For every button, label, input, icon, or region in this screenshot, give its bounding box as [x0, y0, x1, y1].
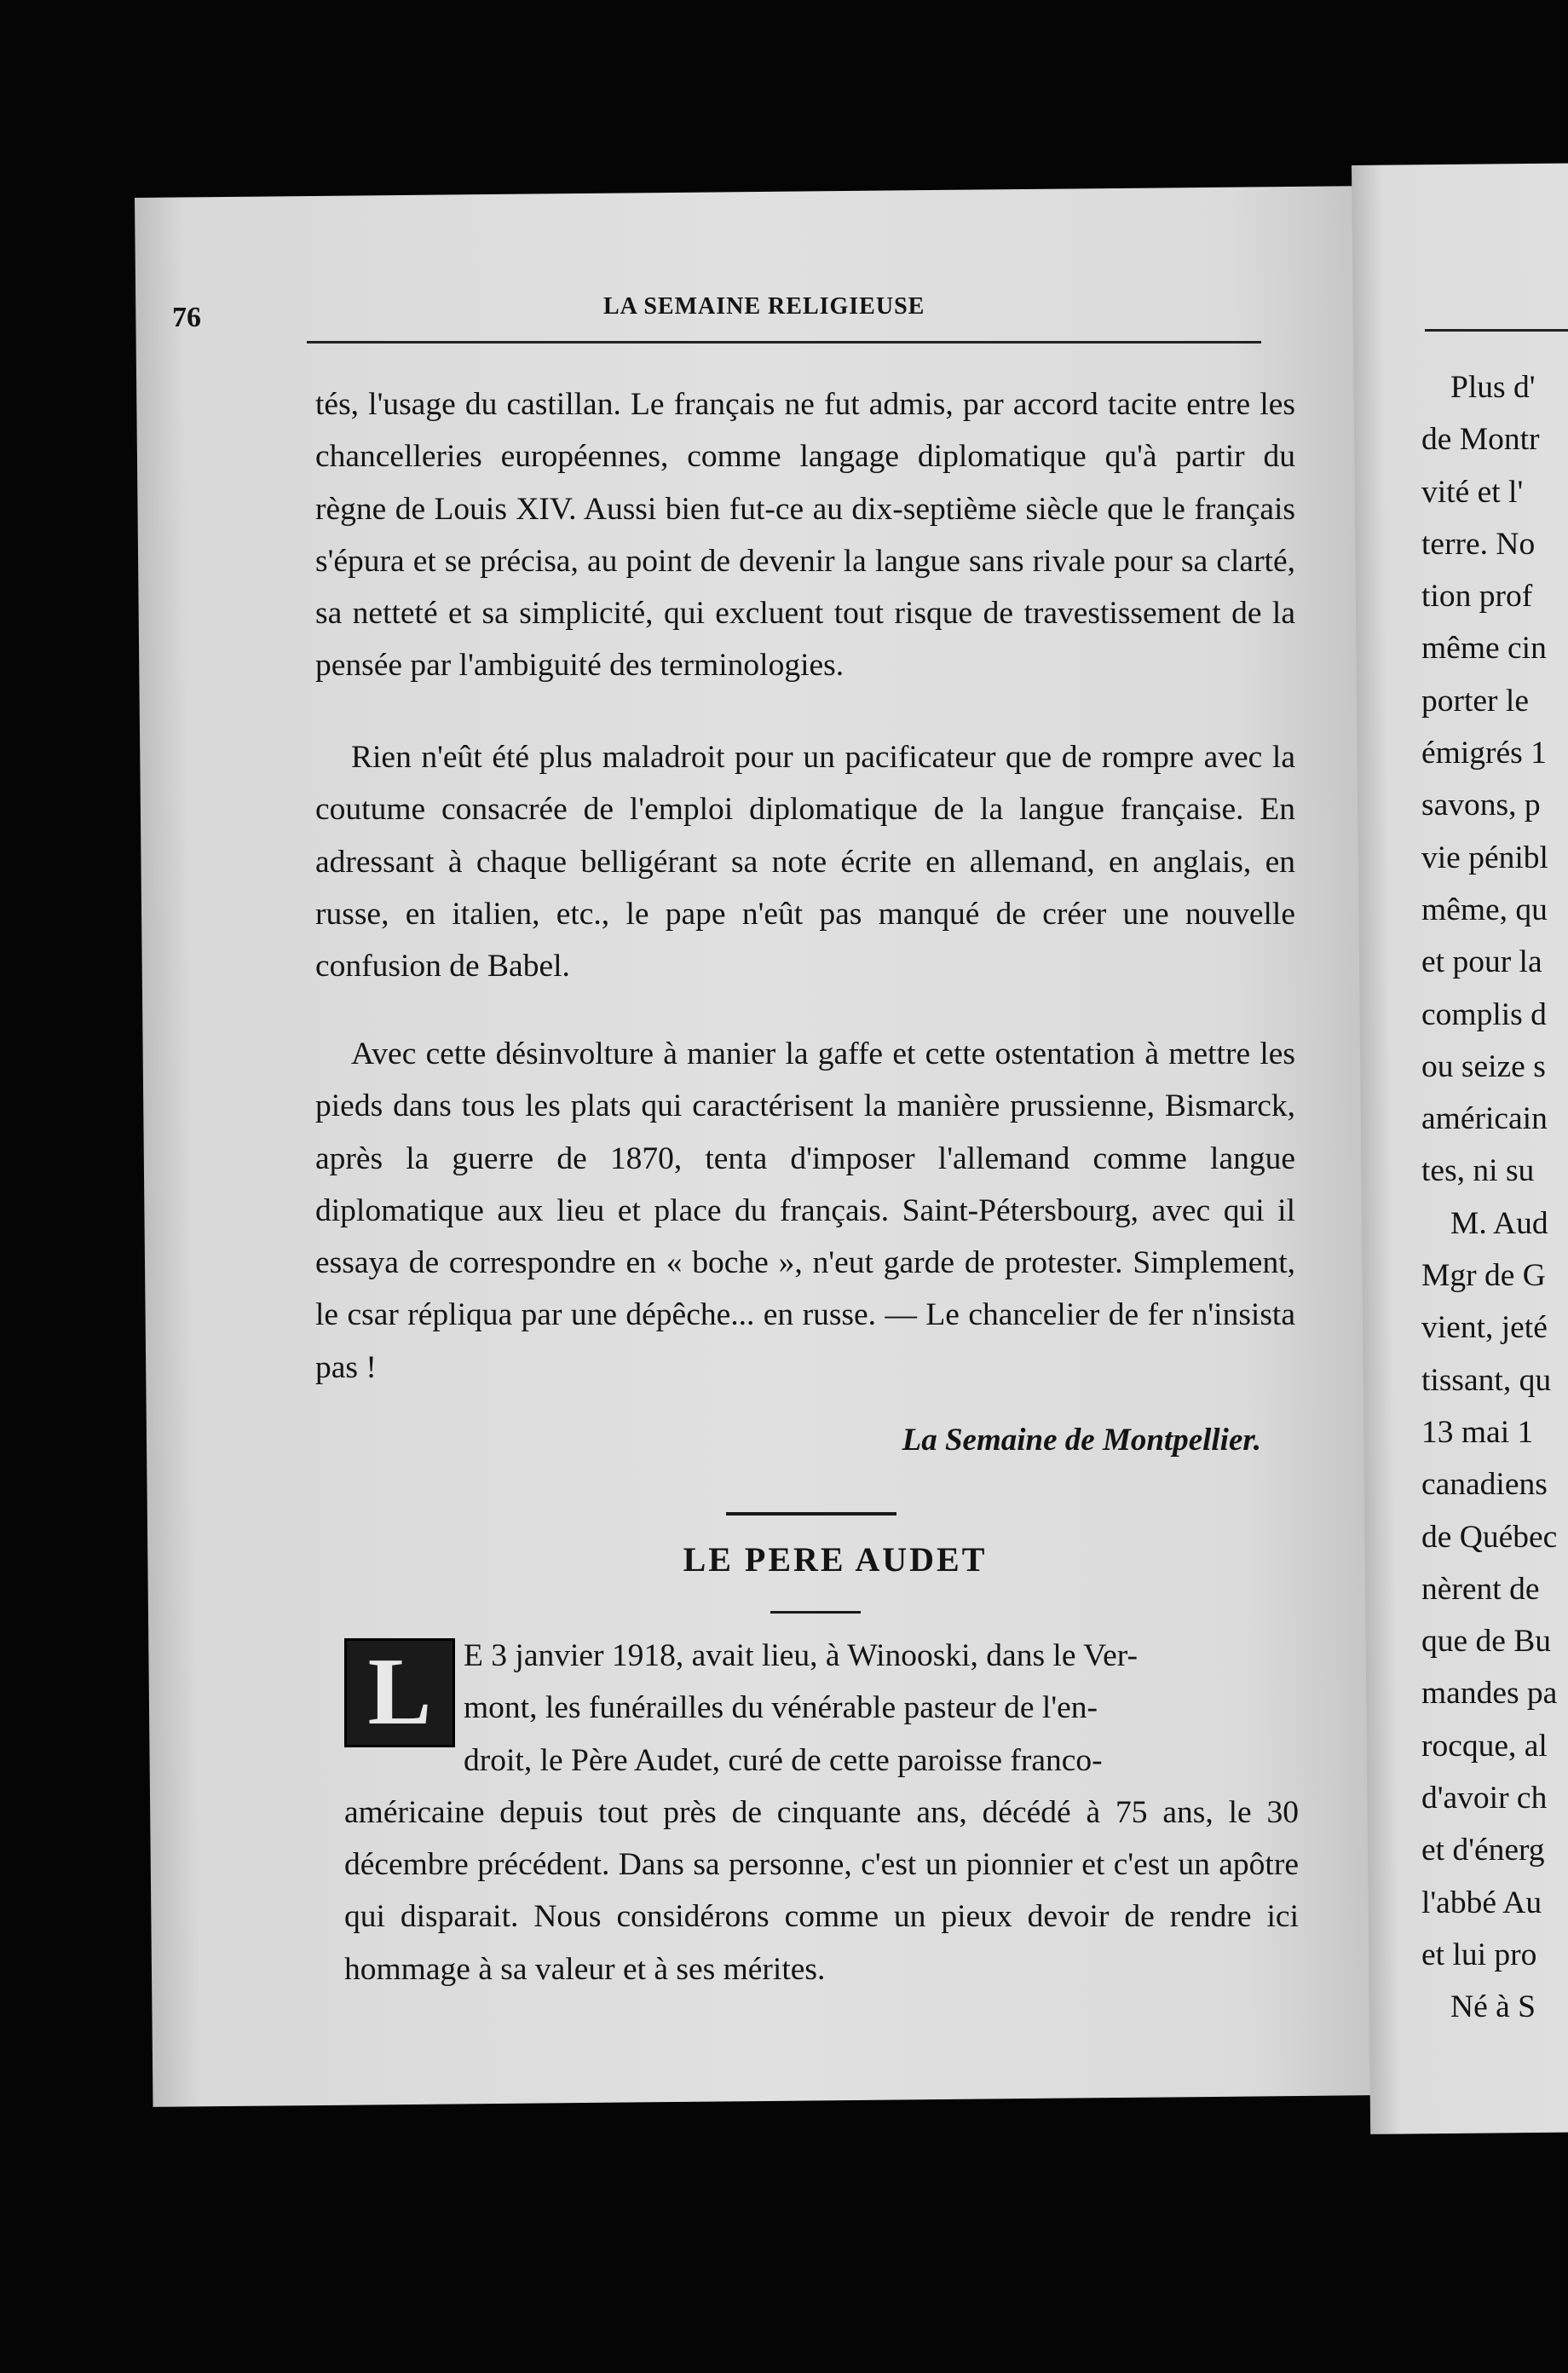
right-page-line: tes, ni su — [1421, 1153, 1535, 1189]
right-page-line: émigrés 1 — [1421, 736, 1547, 771]
right-page-line: terre. No — [1421, 526, 1536, 562]
right-page-line: que de Bu — [1421, 1624, 1552, 1660]
right-page-line: nèrent de — [1421, 1571, 1540, 1607]
right-page-line: américain — [1421, 1101, 1548, 1137]
article-body — [344, 1630, 1299, 1995]
right-page-line: Mgr de G — [1421, 1258, 1546, 1294]
dropcap-letter: L — [344, 1638, 455, 1747]
right-page-line: tion prof — [1421, 579, 1533, 615]
paragraph-1-text: tés, l'usage du castillan. Le français ne fut admis, par accord tacite entre les chancelleries européennes, comme langage diplomatique qu'à partir du règne de Louis XIV. Aussi bien fut-ce au dix-septième siècle que le français s'épura et se précisa, au point de devenir la langue sans rivale pour sa clarté, sa netteté et sa simplicité, qui excluent tout risque de travestissement de la pensée par l'ambiguité des terminologies. — [315, 387, 1295, 684]
article-line-2: mont, les funérailles du vénérable pasteur de l'en- — [464, 1690, 1098, 1726]
right-page-line: canadiens — [1421, 1467, 1548, 1503]
right-page-line: savons, p — [1421, 788, 1541, 823]
source-signature: La Semaine de Montpellier. — [902, 1423, 1261, 1458]
paragraph-1 — [315, 378, 1295, 692]
right-page-line: Plus d' — [1450, 370, 1536, 405]
right-page-line: M. Aud — [1450, 1205, 1548, 1241]
right-page-line: porter le — [1421, 683, 1529, 719]
right-page-line: vient, jeté — [1421, 1310, 1548, 1346]
right-page-line: d'avoir ch — [1421, 1781, 1548, 1816]
right-page-line: complis d — [1421, 996, 1547, 1032]
paragraph-2-text: Rien n'eût été plus maladroit pour un pacificateur que de rompre avec la coutume consacrée de l'emploi diplomatique de la langue française. En adressant à chaque belligérant sa note écrite en allemand, en anglais, en russe, en italien, etc., le pape n'eût pas manqué de créer une nouvelle confusion de Babel. — [315, 740, 1295, 984]
article-rest: américaine depuis tout près de cinquante ans, décédé à 75 ans, le 30 décembre précédent. Dans sa personne, c'est un pionnier et c'est un apôtre qui disparait. Nous considérons comme un pieux devoir de rendre ici hommage à sa valeur et à ses mérites. — [344, 1794, 1299, 1987]
right-page-line: rocque, al — [1421, 1728, 1548, 1764]
right-page-line: même, qu — [1421, 892, 1548, 927]
article-line-1: E 3 janvier 1918, avait lieu, à Winooski, dans le Ver- — [464, 1638, 1138, 1673]
header-rule — [307, 341, 1261, 344]
paragraph-3-text: Avec cette désinvolture à manier la gaffe et cette ostentation à mettre les pieds dans tous les plats qui caractérisent la manière prussienne, Bismarck, après la guerre de 1870, tenta d'imposer l'allemand comme langue diplomatique aux lieu et place du français. Saint-Pétersbourg, avec qui il essaya de correspondre en « boche », n'eut garde de protester. Simplement, le csar répliqua par une dépêche... en russe. — Le chancelier de fer n'insista pas ! — [315, 1036, 1295, 1385]
paragraph-2 — [315, 731, 1295, 992]
right-page-line: vité et l' — [1421, 474, 1524, 510]
title-rule-bottom — [770, 1611, 861, 1614]
right-page-line: et pour la — [1421, 944, 1542, 980]
title-rule-top — [726, 1512, 896, 1516]
right-page-line: 13 mai 1 — [1421, 1414, 1534, 1450]
paragraph-3 — [315, 1028, 1295, 1394]
right-page-line: ou seize s — [1421, 1048, 1546, 1084]
right-page-line: tissant, qu — [1421, 1362, 1552, 1398]
right-page-line: mandes pa — [1421, 1676, 1558, 1712]
article-title: LE PERE AUDET — [683, 1540, 988, 1579]
running-header-title: LA SEMAINE RELIGIEUSE — [603, 293, 925, 320]
right-page-line: l'abbé Au — [1421, 1885, 1542, 1920]
right-page-header-rule — [1425, 329, 1568, 332]
right-page-line: de Québec — [1421, 1519, 1558, 1555]
right-page-line: Né à S — [1450, 1989, 1536, 2025]
page-number: 76 — [172, 302, 201, 333]
article-line-3: droit, le Père Audet, curé de cette paroisse franco- — [464, 1742, 1103, 1778]
right-page-line: même cin — [1421, 631, 1547, 667]
right-page-line: et d'énerg — [1421, 1833, 1545, 1868]
right-page-line: de Montr — [1421, 422, 1540, 458]
right-page-line: et lui pro — [1421, 1937, 1537, 1972]
right-page-line: vie pénibl — [1421, 840, 1548, 875]
right-page-text-fragments — [1421, 361, 1557, 2034]
